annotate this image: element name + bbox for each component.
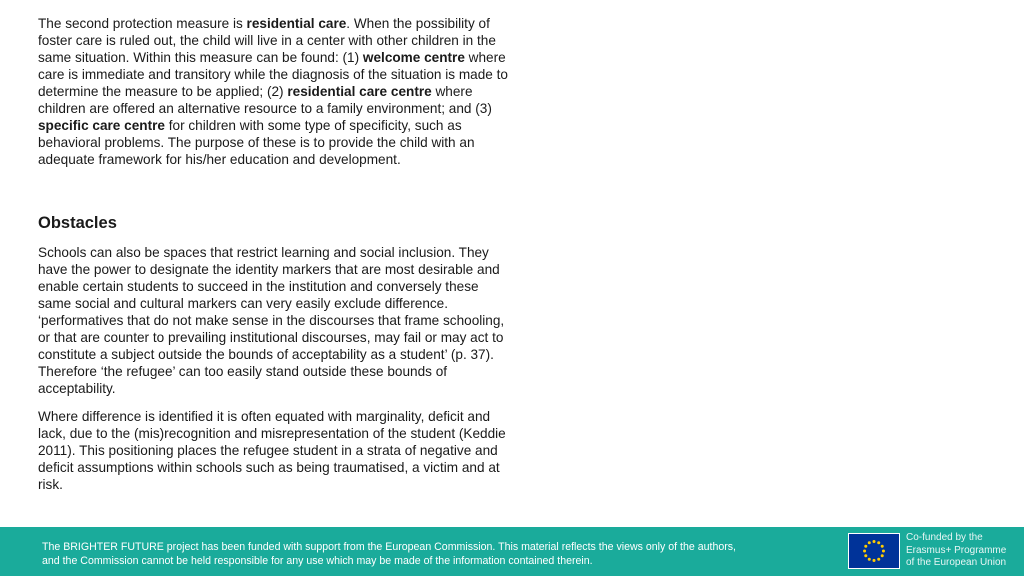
eu-star: [881, 545, 884, 548]
obstacles-paragraph-2: Where difference is identified it is often equated with marginality, deficit and lack, due to the (mis)recognition and misrepresentation of the student (Keddie 2011). This positioning places the refugee student in a strata of negative and deficit assumptions within schools such as being traumatised, a victim and at risk.: [38, 409, 506, 492]
term-residential-care-centre: residential care centre: [287, 84, 432, 99]
intro-paragraph: [38, 15, 513, 168]
term-residential-care: residential care: [246, 16, 347, 31]
eu-star: [864, 545, 867, 548]
eu-star: [877, 558, 880, 561]
intro-text-5: for children with some type of specificity, such as behavioral problems. The purpose of these is to provide the child with an adequate framework for his/her education and development.: [38, 118, 475, 167]
eu-flag-svg: [849, 534, 899, 568]
intro-text-1: The second protection measure is: [38, 16, 247, 31]
eu-star: [868, 558, 871, 561]
eu-star: [877, 541, 880, 544]
eu-star: [872, 559, 875, 562]
footer-bar: [0, 527, 1024, 576]
eu-star: [872, 540, 875, 543]
disclaimer-line-2: and the Commission cannot be held responsible for any use which may be made of the information contained therein.: [42, 555, 593, 567]
funding-disclaimer: [42, 540, 832, 568]
intro-text-3: where care is immediate and transitory while the diagnosis of the situation is made to determine the measure to be applied; (2): [38, 50, 508, 99]
eu-star: [881, 554, 884, 557]
eu-star: [868, 541, 871, 544]
eu-star: [864, 554, 867, 557]
disclaimer-line-1: The BRIGHTER FUTURE project has been funded with support from the European Commission. This material reflects the views only of the authors,: [42, 541, 736, 553]
obstacles-paragraph-1: Schools can also be spaces that restrict learning and social inclusion. They have the power to designate the identity markers that are most desirable and enable certain students to succeed in the institution and conversely these same social and cultural markers can very easily exclude difference. ‘performatives that do not make sense in the discourses that frame schooling, or that are counter to prevailing institutional discourses, may fail or may act to constitute a subject outside the bounds of acceptability as a student’ (p. 37). Therefore ‘the refugee’ can too easily stand outside these bounds of acceptability.: [38, 245, 505, 396]
obstacles-heading: Obstacles: [38, 214, 117, 232]
eu-cofunded-caption: [906, 532, 1022, 570]
eu-caption-line-3: of the European Union: [906, 557, 1007, 568]
term-specific-care-centre: specific care centre: [38, 118, 165, 133]
eu-caption-line-1: Co-funded by the: [906, 532, 983, 543]
eu-star: [882, 549, 885, 552]
eu-flag-icon: [848, 533, 900, 569]
intro-text-2: . When the possibility of foster care is ruled out, the child will live in a center with other children in the same situation. Within this measure can be found: (1): [38, 16, 496, 65]
eu-caption-line-2: Erasmus+ Programme: [906, 544, 1007, 556]
intro-text-4: where children are offered an alternative resource to a family environment; and (3): [38, 84, 492, 116]
main-content: [38, 15, 513, 493]
eu-star: [863, 549, 866, 552]
term-welcome-centre: welcome centre: [362, 50, 465, 65]
